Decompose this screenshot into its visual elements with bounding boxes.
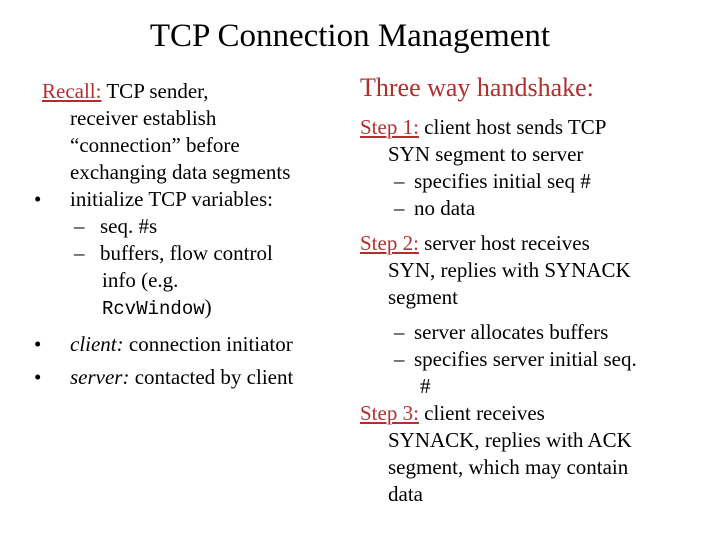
- sub-bullet-seq: [42, 213, 342, 240]
- client-label: client:: [70, 332, 124, 356]
- handshake-heading: Three way handshake:: [360, 73, 594, 102]
- step3-label: Step 3:: [360, 401, 419, 425]
- step2-text-3: segment: [388, 285, 458, 309]
- step2-sub-2-text: specifies server initial seq.: [414, 347, 637, 371]
- bullet-client: [34, 331, 342, 358]
- sub-bullet-buffers: [42, 240, 342, 267]
- recall-paragraph: [42, 78, 342, 105]
- step2-text-2: SYN, replies with SYNACK: [388, 258, 631, 282]
- slide-title: TCP Connection Management: [149, 18, 551, 54]
- dash-icon: –: [74, 214, 85, 238]
- client-text: connection initiator: [123, 332, 293, 356]
- step1-sub-2-text: no data: [414, 196, 476, 220]
- close-paren: ): [204, 295, 212, 319]
- dash-icon: –: [394, 347, 405, 371]
- step1-sub-2: [360, 195, 700, 222]
- step2-label: Step 2:: [360, 231, 419, 255]
- step2-paragraph: [360, 230, 700, 257]
- sub-bullet-seq-text: seq. #s: [100, 214, 158, 238]
- recall-text-2: receiver establish: [70, 106, 217, 130]
- recall-label: Recall:: [42, 79, 102, 103]
- step1-paragraph: [360, 114, 700, 141]
- step2-sub-1: [360, 319, 700, 346]
- recall-text-1: TCP sender,: [101, 79, 209, 103]
- step3-text-1: client receives: [418, 401, 545, 425]
- step3-paragraph: [360, 400, 700, 427]
- bullet-initialize: [34, 186, 342, 213]
- step2-cont: [360, 257, 700, 311]
- step1-sub-1-text: specifies initial seq #: [414, 169, 591, 193]
- server-label: server:: [70, 365, 130, 389]
- recall-text-4: exchanging data segments: [70, 160, 291, 184]
- dash-icon: –: [394, 196, 405, 220]
- bullet-icon: •: [34, 187, 42, 211]
- step3-text-3: segment, which may contain: [388, 455, 629, 479]
- dash-icon: –: [74, 241, 85, 265]
- step1-text-1: client host sends TCP: [418, 115, 607, 139]
- left-column: [34, 78, 342, 391]
- dash-icon: –: [394, 169, 405, 193]
- step1-cont: SYN segment to server: [388, 142, 584, 166]
- server-text: contacted by client: [129, 365, 294, 389]
- step2-sub-1-text: server allocates buffers: [414, 320, 609, 344]
- step3-text-4: data: [388, 482, 423, 506]
- step2-sub-2: [360, 346, 700, 373]
- dash-icon: –: [394, 320, 405, 344]
- step1-label: Step 1:: [360, 115, 419, 139]
- recall-continuation: [42, 105, 342, 186]
- step1-sub-1: [360, 168, 700, 195]
- bullet-icon: •: [34, 332, 42, 356]
- sub-bullet-buffers-cont: [42, 267, 342, 323]
- bullet-icon: •: [34, 365, 42, 389]
- right-column: [360, 72, 700, 508]
- bullet-server: [34, 364, 342, 391]
- step3-text-2: SYNACK, replies with ACK: [388, 428, 632, 452]
- step3-cont: [360, 427, 700, 508]
- step2-text-1: server host receives: [418, 231, 590, 255]
- rcvwindow-code: RcvWindow: [102, 298, 205, 320]
- bullet-initialize-text: initialize TCP variables:: [70, 187, 273, 211]
- sub-bullet-info-text: info (e.g.: [102, 268, 179, 292]
- sub-bullet-buffers-text: buffers, flow control: [100, 241, 273, 265]
- step2-sub-2-cont: #: [420, 374, 431, 398]
- recall-text-3: “connection” before: [70, 133, 240, 157]
